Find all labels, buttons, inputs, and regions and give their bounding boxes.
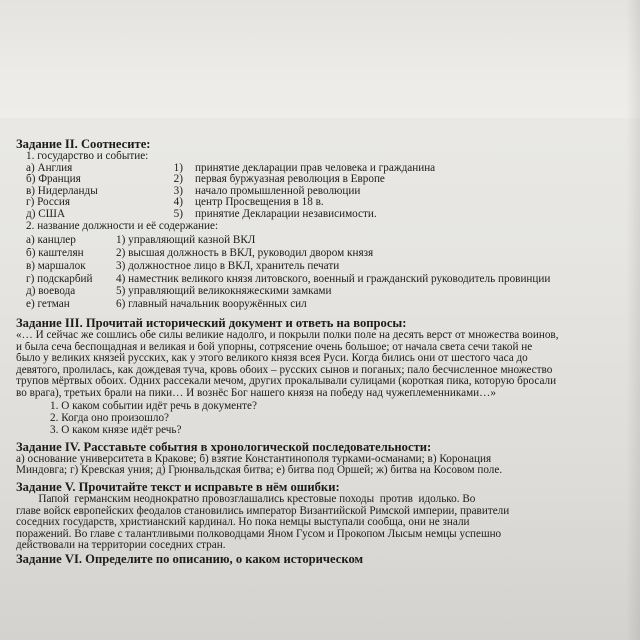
- event-item: первая буржуазная революция в Европе: [195, 174, 385, 186]
- position-desc: 5) управляющий великокняжескими замками: [116, 286, 332, 298]
- position-name: б) каштелян: [26, 247, 84, 259]
- event-number: 4): [173, 197, 183, 209]
- position-desc: 1) управляющий казной ВКЛ: [116, 235, 256, 247]
- country-item: д) США: [26, 208, 66, 220]
- task2-part1-title: 1. государство и событие:: [26, 151, 149, 162]
- event-item: принятие декларации прав человека и гражданина: [195, 162, 436, 174]
- document-line: во врага), третьих брали на пики… И вознёс Бог нашего князя на победу над чужеплеменниками…»: [16, 387, 496, 399]
- position-name: д) воевода: [26, 286, 76, 298]
- worksheet-content: [16, 137, 634, 566]
- document-line: и была сеча беспощадная и великая и бой упорны, сотрясение очень большое; от начала света сечи такой не: [16, 341, 533, 353]
- document-line: трупов мёртвых обоих. Одних рассекали мечом, других прокалывали сулицами (короткая пика, которую бросали: [16, 376, 557, 388]
- task3-questions: [16, 400, 634, 437]
- country-item: а) Англия: [26, 162, 73, 174]
- question-item: 3. О каком князе идёт речь?: [50, 424, 182, 437]
- event-item: начало промышленной революции: [195, 185, 361, 197]
- task2-part2-title: 2. название должности и её содержание:: [26, 220, 219, 232]
- event-number: 1): [173, 162, 183, 174]
- country-item: б) Франция: [26, 174, 81, 186]
- page-top-margin: [0, 0, 640, 118]
- question-item: 1. О каком событии идёт речь в документе?: [50, 399, 257, 412]
- task4-line: Миндовга; г) Кревская уния; д) Грюнвальдская битва; е) битва под Оршей; ж) битва на Косовом поле.: [16, 465, 503, 477]
- position-desc: 6) главный начальник вооружённых сил: [116, 299, 307, 311]
- event-item: принятие Декларации независимости.: [195, 208, 377, 220]
- task6-title: Задание VI. Определите по описанию, о каком историческом: [16, 551, 364, 566]
- document-line: «… И сейчас же сошлись обе силы великие надолго, и покрыли полки поле на десять верст от множества воинов,: [16, 329, 559, 341]
- position-desc: 2) высшая должность в ВКЛ, руководил двором князя: [116, 247, 374, 259]
- task5-line: Папой германским неоднократно провозглашались крестовые походы против идолько. Во: [16, 493, 476, 505]
- position-name: е) гетман: [26, 299, 70, 311]
- position-name: а) канцлер: [26, 235, 76, 247]
- position-name: г) подскарбий: [26, 273, 93, 285]
- task2-title: Задание II. Соотнесите:: [16, 137, 151, 151]
- task5-text: [16, 494, 634, 552]
- event-number: 3): [173, 185, 183, 197]
- country-event-table: [26, 163, 634, 221]
- task4-line: а) основание университета в Кракове; б) взятие Константинополя турками-османами; в) Коронация: [16, 453, 492, 465]
- position-desc: 3) должностное лицо в ВКЛ, хранитель печати: [116, 260, 340, 272]
- country-item: г) Россия: [26, 197, 70, 209]
- task5-title: Задание V. Прочитайте текст и исправьте в нём ошибки:: [16, 479, 340, 494]
- task5-line: соседних государств, христианский кардинал. Но пока немцы выступали сообща, они не знали: [16, 517, 470, 529]
- question-item: 2. Когда оно произошло?: [50, 411, 170, 424]
- task4-title: Задание IV. Расставьте события в хронологической последовательности:: [16, 439, 432, 454]
- task5-line: главе войск европейских феодалов становились император Византийской Римской империи, правители: [16, 505, 510, 517]
- event-number: 5): [173, 208, 183, 220]
- position-desc: 4) наместник великого князя литовского, военный и гражданский руководитель провинции: [116, 273, 551, 285]
- task5-line: действовали на территории соседних стран.: [16, 540, 226, 552]
- document-line: было у великих князей русских, как у этого великого князя всея Руси. Когда бились они от шестого часа до: [16, 353, 528, 365]
- country-item: в) Нидерланды: [26, 185, 98, 197]
- task5-line: поражений. Во главе с талантливыми полководцами Яном Гусом и Прокопом Лысым немцы успешно: [16, 528, 502, 540]
- event-item: центр Просвещения в 18 в.: [195, 197, 324, 209]
- document-line: девятого, пролилась, как дождевая туча, кровь обоих – русских сынов и поганых; пало бесчисленное множество: [16, 364, 553, 376]
- historical-document-text: [16, 330, 634, 400]
- task3-title: Задание III. Прочитай исторический документ и ответь на вопросы:: [16, 315, 407, 330]
- event-number: 2): [173, 174, 183, 186]
- position-name: в) маршалок: [26, 260, 86, 272]
- position-table: [26, 235, 634, 311]
